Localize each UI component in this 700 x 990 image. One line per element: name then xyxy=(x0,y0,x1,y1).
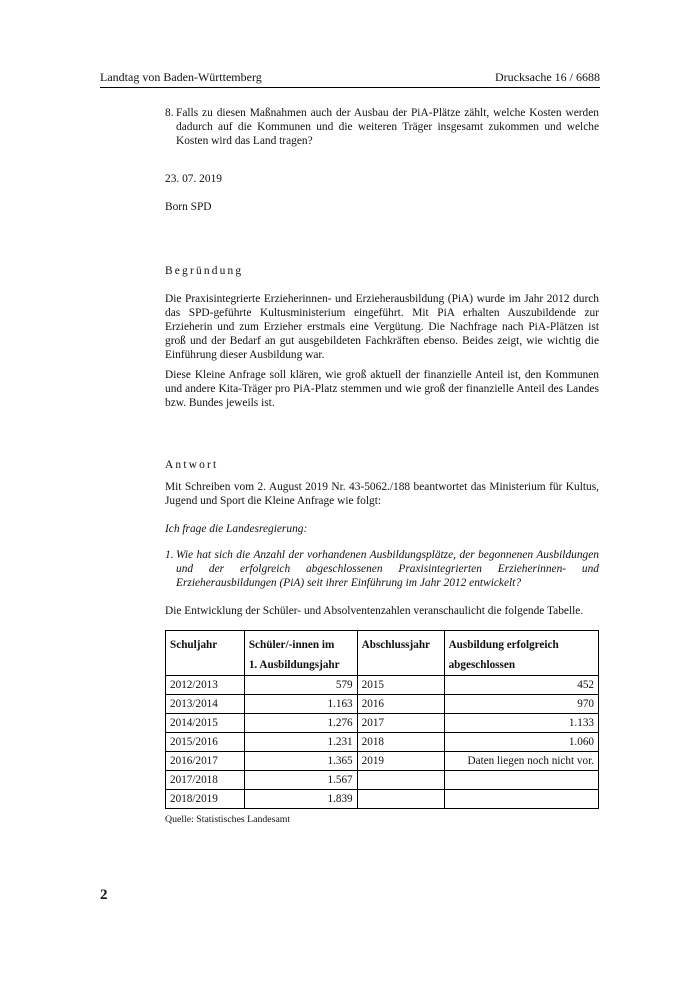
date: 23. 07. 2019 xyxy=(165,173,222,185)
question-8 xyxy=(165,106,599,148)
cell-abschlussjahr xyxy=(357,790,444,809)
cell-abschlussjahr xyxy=(357,771,444,790)
cell-schuljahr: 2015/2016 xyxy=(166,733,245,752)
begruendung-heading: Begründung xyxy=(165,265,244,277)
question-1-text: Wie hat sich die Anzahl der vorhandenen Ausbildungsplätze, der begonnenen Ausbildungen und der erfolgreich abgeschlossenen Praxisintegrierten Erzieherinnen- und Erzieherausbildungen (PiA) seit ihrer Einführung im Jahr 2012 entwickelt? xyxy=(176,549,599,589)
cell-abschlussjahr: 2015 xyxy=(357,676,444,695)
page-number: 2 xyxy=(100,887,108,903)
statistics-table xyxy=(165,630,599,809)
cell-abgeschlossen: Daten liegen noch nicht vor. xyxy=(444,752,598,771)
cell-abgeschlossen: 1.133 xyxy=(444,714,598,733)
antwort-intro: Mit Schreiben vom 2. August 2019 Nr. 43-5062./188 beantwortet das Ministerium für Kultus, Jugend und Sport die Kleine Anfrage wie folgt: xyxy=(165,481,599,507)
page-header xyxy=(100,70,600,88)
cell-abgeschlossen xyxy=(444,771,598,790)
question-8-text: Falls zu diesen Maßnahmen auch der Ausbau der PiA-Plätze zählt, welche Kosten werden dadurch auf die Kommunen und die weiteren Träger insgesamt zukommen und welche Kosten wird das Land tragen? xyxy=(176,107,599,147)
header-schuljahr: Schuljahr xyxy=(166,631,245,676)
cell-abschlussjahr: 2017 xyxy=(357,714,444,733)
cell-abschlussjahr: 2019 xyxy=(357,752,444,771)
antwort-heading: Antwort xyxy=(165,459,219,471)
question-1 xyxy=(165,548,599,590)
page-content xyxy=(165,106,599,827)
cell-schuljahr: 2012/2013 xyxy=(166,676,245,695)
author: Born SPD xyxy=(165,201,212,213)
cell-schuljahr: 2013/2014 xyxy=(166,695,245,714)
cell-schueler: 579 xyxy=(244,676,357,695)
cell-schuljahr: 2016/2017 xyxy=(166,752,245,771)
table-header-row xyxy=(166,631,599,676)
cell-schueler: 1.163 xyxy=(244,695,357,714)
question-8-number: 8. xyxy=(165,107,174,119)
header-document-number: Drucksache 16 / 6688 xyxy=(495,70,600,84)
cell-schuljahr: 2014/2015 xyxy=(166,714,245,733)
begruendung-paragraph-1: Die Praxisintegrierte Erzieherinnen- und Erzieherausbildung (PiA) wurde im Jahr 2012 durch das SPD-geführte Kultusministerium eingeführt. Mit PiA erhalten Auszubildende zur Erzieherin und zum Erzieher erstmals eine Vergütung. Die Nachfrage nach PiA-Plätzen ist groß und der Bedarf an gut ausgebildeten Fachkräften ebenso. Beides zeigt, wie wichtig die Einführung dieser Ausbildung war. xyxy=(165,293,599,361)
cell-schueler: 1.365 xyxy=(244,752,357,771)
cell-abgeschlossen: 970 xyxy=(444,695,598,714)
cell-abgeschlossen: 452 xyxy=(444,676,598,695)
table-row xyxy=(166,695,599,714)
header-schueler: Schüler/-innen im 1. Ausbildungsjahr xyxy=(244,631,357,676)
table-row xyxy=(166,752,599,771)
cell-abschlussjahr: 2016 xyxy=(357,695,444,714)
header-abgeschlossen: Ausbildung erfolgreich abgeschlossen xyxy=(444,631,598,676)
table-row xyxy=(166,790,599,809)
cell-schueler: 1.276 xyxy=(244,714,357,733)
cell-schueler: 1.839 xyxy=(244,790,357,809)
cell-schuljahr: 2018/2019 xyxy=(166,790,245,809)
table-source: Quelle: Statistisches Landesamt xyxy=(165,814,291,825)
table-row xyxy=(166,676,599,695)
begruendung-paragraph-2: Diese Kleine Anfrage soll klären, wie groß aktuell der finanzielle Anteil ist, den Kommunen und andere Kita-Träger pro PiA-Platz stemmen und wie groß der finanzielle Anteil des Landes bzw. Bundes jeweils ist. xyxy=(165,369,599,409)
cell-abgeschlossen xyxy=(444,790,598,809)
header-parliament: Landtag von Baden-Württemberg xyxy=(100,70,262,84)
cell-schueler: 1.567 xyxy=(244,771,357,790)
table-row xyxy=(166,771,599,790)
cell-abgeschlossen: 1.060 xyxy=(444,733,598,752)
table-row xyxy=(166,714,599,733)
question-1-number: 1. xyxy=(165,549,174,561)
table-intro: Die Entwicklung der Schüler- und Absolventenzahlen veranschaulicht die folgende Tabelle. xyxy=(165,605,584,617)
header-abschlussjahr: Abschlussjahr xyxy=(357,631,444,676)
cell-abschlussjahr: 2018 xyxy=(357,733,444,752)
frage-heading: Ich frage die Landesregierung: xyxy=(165,523,308,535)
cell-schuljahr: 2017/2018 xyxy=(166,771,245,790)
table-row xyxy=(166,733,599,752)
cell-schueler: 1.231 xyxy=(244,733,357,752)
